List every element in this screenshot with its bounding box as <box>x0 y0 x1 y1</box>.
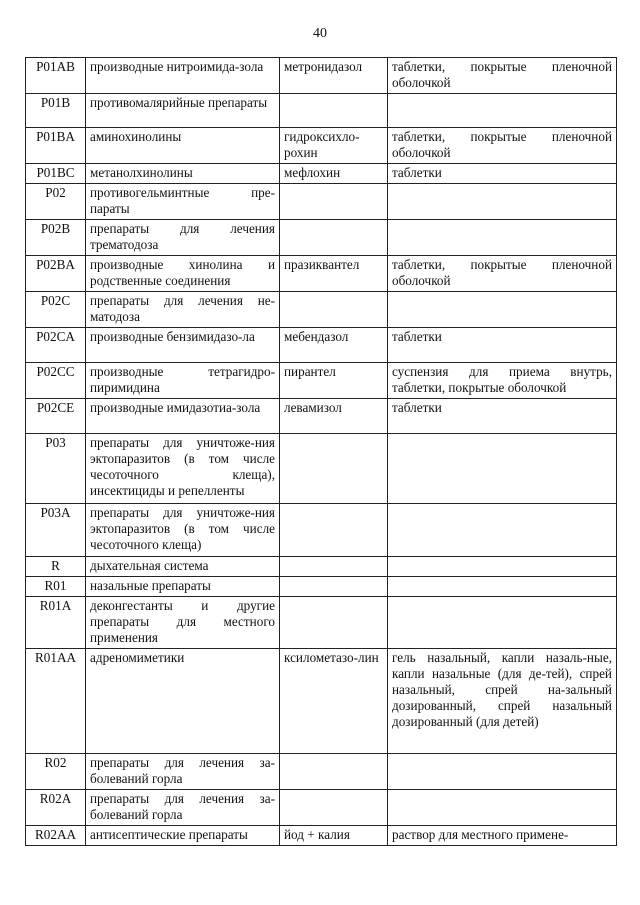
dosage-form-cell <box>388 504 617 557</box>
dosage-form-cell <box>388 434 617 504</box>
drug-name-cell: левамизол <box>280 399 388 434</box>
dosage-form-cell: гель назальный, капли назаль-ные, капли назальные (для де-тей), спрей назальный, спрей на-зальный дозированный, спрей назальный дозированный (для детей) <box>388 649 617 754</box>
group-name-cell: препараты для уничтоже-ния эктопаразитов (в том числе чесоточного клеща), инсектициды и репелленты <box>86 434 280 504</box>
group-name-cell: препараты для лечения трематодоза <box>86 220 280 256</box>
group-name-cell: назальные препараты <box>86 577 280 597</box>
dosage-form-cell <box>388 577 617 597</box>
dosage-form-cell: таблетки, покрытые пленочной оболочкой <box>388 256 617 292</box>
atc-code-cell: P02CA <box>26 328 86 363</box>
table-row <box>26 292 617 328</box>
group-name-cell: дыхательная система <box>86 557 280 577</box>
dosage-form-cell <box>388 94 617 128</box>
atc-code-cell: R01AA <box>26 649 86 754</box>
table-row <box>26 164 617 184</box>
group-name-cell: деконгестанты и другие препараты для местного применения <box>86 597 280 649</box>
drug-name-cell: метронидазол <box>280 58 388 94</box>
atc-code-cell: P01BC <box>26 164 86 184</box>
atc-code-cell: R <box>26 557 86 577</box>
group-name-cell: препараты для лечения за-болеваний горла <box>86 790 280 826</box>
group-name-cell: производные бензимидазо-ла <box>86 328 280 363</box>
drug-name-cell <box>280 597 388 649</box>
group-name-cell: адреномиметики <box>86 649 280 754</box>
group-name-cell: аминохинолины <box>86 128 280 164</box>
group-name-cell: противогельминтные пре-параты <box>86 184 280 220</box>
atc-table-body <box>26 58 617 846</box>
drug-name-cell <box>280 754 388 790</box>
atc-code-cell: P02C <box>26 292 86 328</box>
table-row <box>26 597 617 649</box>
drug-name-cell: йод + калия <box>280 826 388 846</box>
drug-name-cell <box>280 292 388 328</box>
group-name-cell: производные тетрагидро-пиримидина <box>86 363 280 399</box>
table-row <box>26 128 617 164</box>
table-row <box>26 754 617 790</box>
dosage-form-cell <box>388 597 617 649</box>
drug-name-cell <box>280 790 388 826</box>
dosage-form-cell <box>388 557 617 577</box>
table-row <box>26 434 617 504</box>
drug-name-cell <box>280 504 388 557</box>
group-name-cell: метанолхинолины <box>86 164 280 184</box>
table-row <box>26 328 617 363</box>
dosage-form-cell <box>388 184 617 220</box>
atc-code-cell: R02AA <box>26 826 86 846</box>
dosage-form-cell: таблетки, покрытые пленочной оболочкой <box>388 58 617 94</box>
table-row <box>26 399 617 434</box>
atc-code-cell: P03A <box>26 504 86 557</box>
drug-name-cell: пирантел <box>280 363 388 399</box>
dosage-form-cell <box>388 292 617 328</box>
dosage-form-cell <box>388 220 617 256</box>
group-name-cell: производные нитроимида-зола <box>86 58 280 94</box>
drug-name-cell <box>280 434 388 504</box>
table-row <box>26 184 617 220</box>
table-row <box>26 504 617 557</box>
table-row <box>26 363 617 399</box>
drug-name-cell <box>280 577 388 597</box>
atc-code-cell: P01B <box>26 94 86 128</box>
dosage-form-cell: суспензия для приема внутрь, таблетки, покрытые оболочкой <box>388 363 617 399</box>
table-row <box>26 557 617 577</box>
table-row <box>26 577 617 597</box>
group-name-cell: производные имидазотиа-зола <box>86 399 280 434</box>
atc-code-cell: R01 <box>26 577 86 597</box>
group-name-cell: противомалярийные препараты <box>86 94 280 128</box>
drug-name-cell <box>280 184 388 220</box>
dosage-form-cell <box>388 790 617 826</box>
atc-code-cell: R02A <box>26 790 86 826</box>
atc-code-cell: R01A <box>26 597 86 649</box>
drug-name-cell <box>280 557 388 577</box>
group-name-cell: препараты для лечения не-матодоза <box>86 292 280 328</box>
atc-code-cell: P03 <box>26 434 86 504</box>
atc-code-cell: P02 <box>26 184 86 220</box>
group-name-cell: производные хинолина и родственные соединения <box>86 256 280 292</box>
dosage-form-cell: раствор для местного примене- <box>388 826 617 846</box>
atc-code-cell: P01AB <box>26 58 86 94</box>
dosage-form-cell: таблетки, покрытые пленочной оболочкой <box>388 128 617 164</box>
group-name-cell: антисептические препараты <box>86 826 280 846</box>
group-name-cell: препараты для лечения за-болеваний горла <box>86 754 280 790</box>
dosage-form-cell: таблетки <box>388 164 617 184</box>
table-row <box>26 256 617 292</box>
dosage-form-cell: таблетки <box>388 328 617 363</box>
drug-name-cell <box>280 220 388 256</box>
table-row <box>26 649 617 754</box>
atc-code-cell: P02CC <box>26 363 86 399</box>
drug-name-cell: гидроксихло-рохин <box>280 128 388 164</box>
table-row <box>26 826 617 846</box>
drug-name-cell: мефлохин <box>280 164 388 184</box>
atc-code-cell: P02B <box>26 220 86 256</box>
group-name-cell: препараты для уничтоже-ния эктопаразитов (в том числе чесоточного клеща) <box>86 504 280 557</box>
table-row <box>26 220 617 256</box>
atc-code-cell: R02 <box>26 754 86 790</box>
drug-name-cell <box>280 94 388 128</box>
drug-name-cell: ксилометазо-лин <box>280 649 388 754</box>
atc-code-cell: P02CE <box>26 399 86 434</box>
page-number: 40 <box>313 26 327 41</box>
dosage-form-cell <box>388 754 617 790</box>
dosage-form-cell: таблетки <box>388 399 617 434</box>
atc-code-cell: P01BA <box>26 128 86 164</box>
table-row <box>26 790 617 826</box>
drug-name-cell: мебендазол <box>280 328 388 363</box>
table-row <box>26 94 617 128</box>
atc-table <box>25 57 617 846</box>
drug-name-cell: празиквантел <box>280 256 388 292</box>
atc-code-cell: P02BA <box>26 256 86 292</box>
table-row <box>26 58 617 94</box>
